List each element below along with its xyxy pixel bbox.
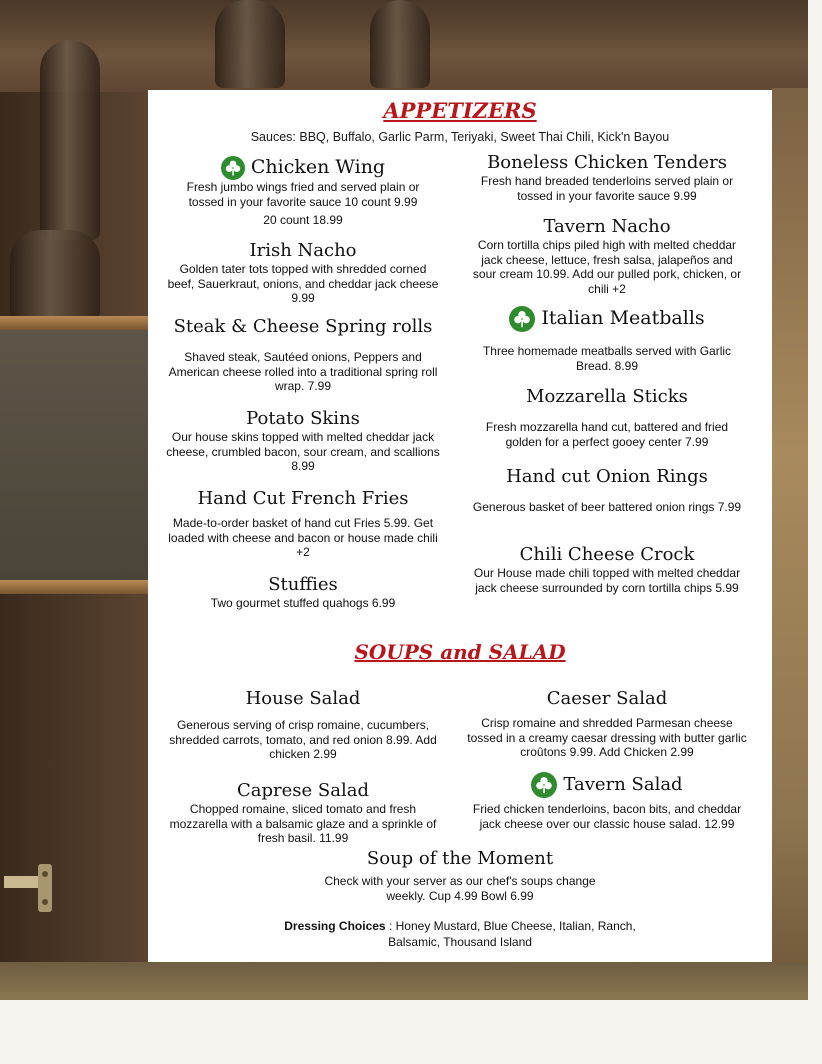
item-name: Italian Meatballs <box>541 307 705 329</box>
menu-item-mozzarella-sticks <box>464 386 750 449</box>
menu-item-stuffies <box>158 574 448 611</box>
sauces-line: Sauces: BBQ, Buffalo, Garlic Parm, Teriyaki, Sweet Thai Chili, Kick'n Bayou <box>250 130 670 144</box>
item-name: Mozzarella Sticks <box>526 386 688 407</box>
menu-item-potato-skins <box>158 408 448 474</box>
item-name: Caeser Salad <box>546 688 668 709</box>
dressing-label: Dressing Choices <box>284 919 386 933</box>
background-panel <box>0 330 150 580</box>
item-description: Check with your server as our chef's soups change weekly. Cup 4.99 Bowl 6.99 <box>324 874 596 903</box>
menu-item-hand-cut-onion-rings <box>464 466 750 515</box>
dressing-choices <box>148 918 772 950</box>
item-name: Tavern Nacho <box>543 216 671 237</box>
menu-item-boneless-chicken-tenders <box>464 152 750 203</box>
menu-item-hand-cut-french-fries <box>158 488 448 560</box>
menu-item-irish-nacho <box>158 240 448 306</box>
item-name: Irish Nacho <box>249 240 357 261</box>
item-name: Caprese Salad <box>237 780 369 801</box>
background-bottle <box>10 230 100 320</box>
menu-item-soup-of-the-moment <box>318 848 602 903</box>
appetizers-heading: APPETIZERS <box>383 98 537 123</box>
item-name: Soup of the Moment <box>366 848 554 869</box>
item-description: Made-to-order basket of hand cut Fries 5.99. Get loaded with cheese and bacon or house made chili +2 <box>168 516 438 559</box>
shamrock-icon <box>509 306 535 332</box>
item-name: Hand Cut French Fries <box>197 488 409 509</box>
menu-item-steak-cheese-spring-rolls <box>158 316 448 394</box>
menu-item-tavern-nacho <box>464 216 750 296</box>
tap-fixture-icon <box>4 858 58 918</box>
shamrock-icon <box>531 772 557 798</box>
item-description: Our House made chili topped with melted cheddar jack cheese surrounded by corn tortilla chips 5.99 <box>473 566 741 595</box>
item-description: Fresh hand breaded tenderloins served plain or tossed in your favorite sauce 9.99 <box>480 174 734 203</box>
item-description: Fried chicken tenderloins, bacon bits, and cheddar jack cheese over our classic house salad. 12.99 <box>472 802 742 831</box>
item-description: Crisp romaine and shredded Parmesan cheese tossed in a creamy caesar dressing with butter garlic croûtons 9.99. Add Chicken 2.99 <box>467 716 747 759</box>
dressing-options-line2: Balsamic, Thousand Island <box>388 935 532 949</box>
item-name: House Salad <box>245 688 361 709</box>
item-name: Chili Cheese Crock <box>519 544 695 565</box>
item-name: Chicken Wing <box>250 156 386 178</box>
menu-item-tavern-salad <box>464 772 750 831</box>
item-name: Stuffies <box>268 574 338 595</box>
menu-item-chicken-wing <box>158 156 448 228</box>
background-bottle <box>40 40 100 240</box>
item-name: Boneless Chicken Tenders <box>487 152 727 173</box>
item-description: Fresh jumbo wings fried and served plain or tossed in your favorite sauce 10 count 9.99 <box>186 180 420 209</box>
background-shelf <box>0 580 150 594</box>
menu-item-house-salad <box>158 688 448 762</box>
item-description: Corn tortilla chips piled high with melted cheddar jack cheese, lettuce, fresh salsa, jalapeños and sour cream 10.99. Add our pulled pork, chicken, or chili +2 <box>472 238 742 296</box>
background-bottle <box>215 0 285 88</box>
item-name: Tavern Salad <box>563 774 683 795</box>
item-description: Shaved steak, Sautéed onions, Peppers and American cheese rolled into a traditional spring roll wrap. 7.99 <box>168 350 438 393</box>
menu-card <box>148 90 772 962</box>
menu-item-chili-cheese-crock <box>464 544 750 595</box>
dressing-separator: : <box>385 919 396 933</box>
background-bottom-strip <box>0 962 808 1000</box>
background-shelf <box>0 316 150 330</box>
item-description: Two gourmet stuffed quahogs 6.99 <box>210 596 396 610</box>
item-description: Fresh mozzarella hand cut, battered and fried golden for a perfect gooey center 7.99 <box>485 420 729 449</box>
item-description: Generous basket of beer battered onion rings 7.99 <box>472 500 742 514</box>
background-right-edge <box>772 88 808 1000</box>
soups-salad-heading: SOUPS and SALAD <box>354 640 566 664</box>
item-name: Potato Skins <box>246 408 360 429</box>
item-name: Steak & Cheese Spring rolls <box>173 316 433 337</box>
item-description: Chopped romaine, sliced tomato and fresh mozzarella with a balsamic glaze and a sprinkle of fresh basil. 11.99 <box>169 802 437 845</box>
menu-item-caprese-salad <box>158 780 448 846</box>
item-description: Generous serving of crisp romaine, cucumbers, shredded carrots, tomato, and red onion 8.99. Add chicken 2.99 <box>169 718 437 761</box>
item-description: Three homemade meatballs served with Garlic Bread. 8.99 <box>482 344 732 373</box>
item-description: Our house skins topped with melted cheddar jack cheese, crumbled bacon, sour cream, and scallions 8.99 <box>166 430 440 473</box>
shamrock-icon <box>221 156 245 180</box>
item-extra-price: 20 count 18.99 <box>263 213 343 227</box>
dressing-options-line1: Honey Mustard, Blue Cheese, Italian, Ranch, <box>395 919 636 933</box>
menu-item-italian-meatballs <box>464 306 750 373</box>
background-bottle <box>370 0 430 88</box>
item-name: Hand cut Onion Rings <box>506 466 708 487</box>
item-description: Golden tater tots topped with shredded corned beef, Sauerkraut, onions, and cheddar jack cheese 9.99 <box>167 262 439 305</box>
menu-item-caeser-salad <box>464 688 750 760</box>
